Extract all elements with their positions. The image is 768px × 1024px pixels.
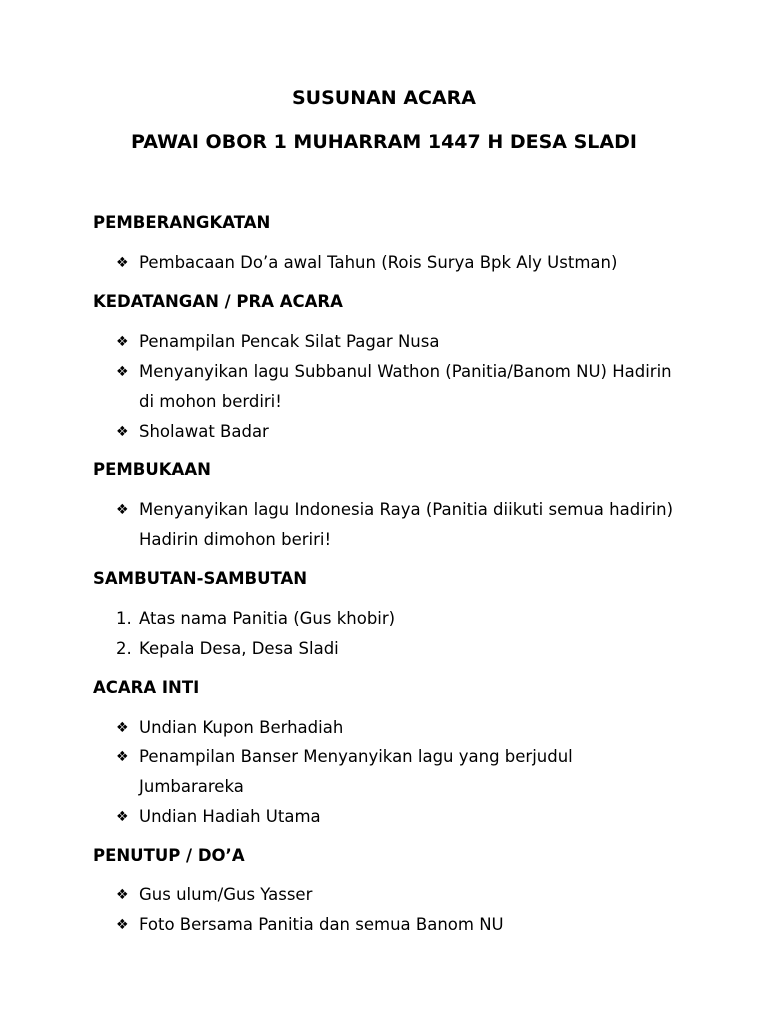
list-item-text: Foto Bersama Panitia dan semua Banom NU xyxy=(139,915,504,934)
list-number: 1. xyxy=(116,609,132,628)
list-item-text: Penampilan Pencak Silat Pagar Nusa xyxy=(139,332,440,351)
list-item xyxy=(116,880,676,910)
list-item-text: Menyanyikan lagu Indonesia Raya (Panitia diikuti semua hadirin) Hadirin dimohon beriri! xyxy=(139,500,674,549)
list-item-text: Atas nama Panitia (Gus khobir) xyxy=(139,609,396,628)
list-item-text: Kepala Desa, Desa Sladi xyxy=(139,639,339,658)
diamond-bullet-icon: ❖ xyxy=(116,917,129,933)
diamond-bullet-icon: ❖ xyxy=(116,364,129,380)
section-heading-kedatangan: KEDATANGAN / PRA ACARA xyxy=(93,292,343,311)
diamond-bullet-icon: ❖ xyxy=(116,720,129,736)
diamond-bullet-icon: ❖ xyxy=(116,749,129,765)
list-item-text: Gus ulum/Gus Yasser xyxy=(139,885,313,904)
list-item xyxy=(116,495,676,555)
list-item xyxy=(116,357,676,417)
section-heading-sambutan: SAMBUTAN-SAMBUTAN xyxy=(93,569,308,588)
list-number: 2. xyxy=(116,639,132,658)
list-item xyxy=(116,802,676,832)
list-item-text: Menyanyikan lagu Subbanul Wathon (Panitia/Banom NU) Hadirin di mohon berdiri! xyxy=(139,362,672,411)
list-item-text: Undian Kupon Berhadiah xyxy=(139,718,344,737)
section-heading-pembukaan: PEMBUKAAN xyxy=(93,460,211,479)
list-item-text: Sholawat Badar xyxy=(139,422,269,441)
list-item xyxy=(116,604,676,634)
diamond-bullet-icon: ❖ xyxy=(116,502,129,518)
list-item xyxy=(116,417,676,447)
section-heading-pemberangkatan: PEMBERANGKATAN xyxy=(93,213,271,232)
section-heading-acara-inti: ACARA INTI xyxy=(93,678,200,697)
list-item xyxy=(116,910,676,940)
list-item-text: Undian Hadiah Utama xyxy=(139,807,321,826)
diamond-bullet-icon: ❖ xyxy=(116,255,129,271)
list-item xyxy=(116,742,676,802)
diamond-bullet-icon: ❖ xyxy=(116,334,129,350)
list-item-text: Penampilan Banser Menyanyikan lagu yang berjudul Jumbarareka xyxy=(139,747,573,796)
section-heading-penutup: PENUTUP / DO’A xyxy=(93,846,245,865)
list-item xyxy=(116,248,676,278)
list-item xyxy=(116,634,676,664)
diamond-bullet-icon: ❖ xyxy=(116,887,129,903)
list-item xyxy=(116,327,676,357)
list-item-text: Pembacaan Do’a awal Tahun (Rois Surya Bpk Aly Ustman) xyxy=(139,253,618,272)
list-item xyxy=(116,713,676,743)
diamond-bullet-icon: ❖ xyxy=(116,424,129,440)
document-title: SUSUNAN ACARA xyxy=(291,87,477,109)
document-subtitle: PAWAI OBOR 1 MUHARRAM 1447 H DESA SLADI xyxy=(131,131,637,153)
diamond-bullet-icon: ❖ xyxy=(116,809,129,825)
